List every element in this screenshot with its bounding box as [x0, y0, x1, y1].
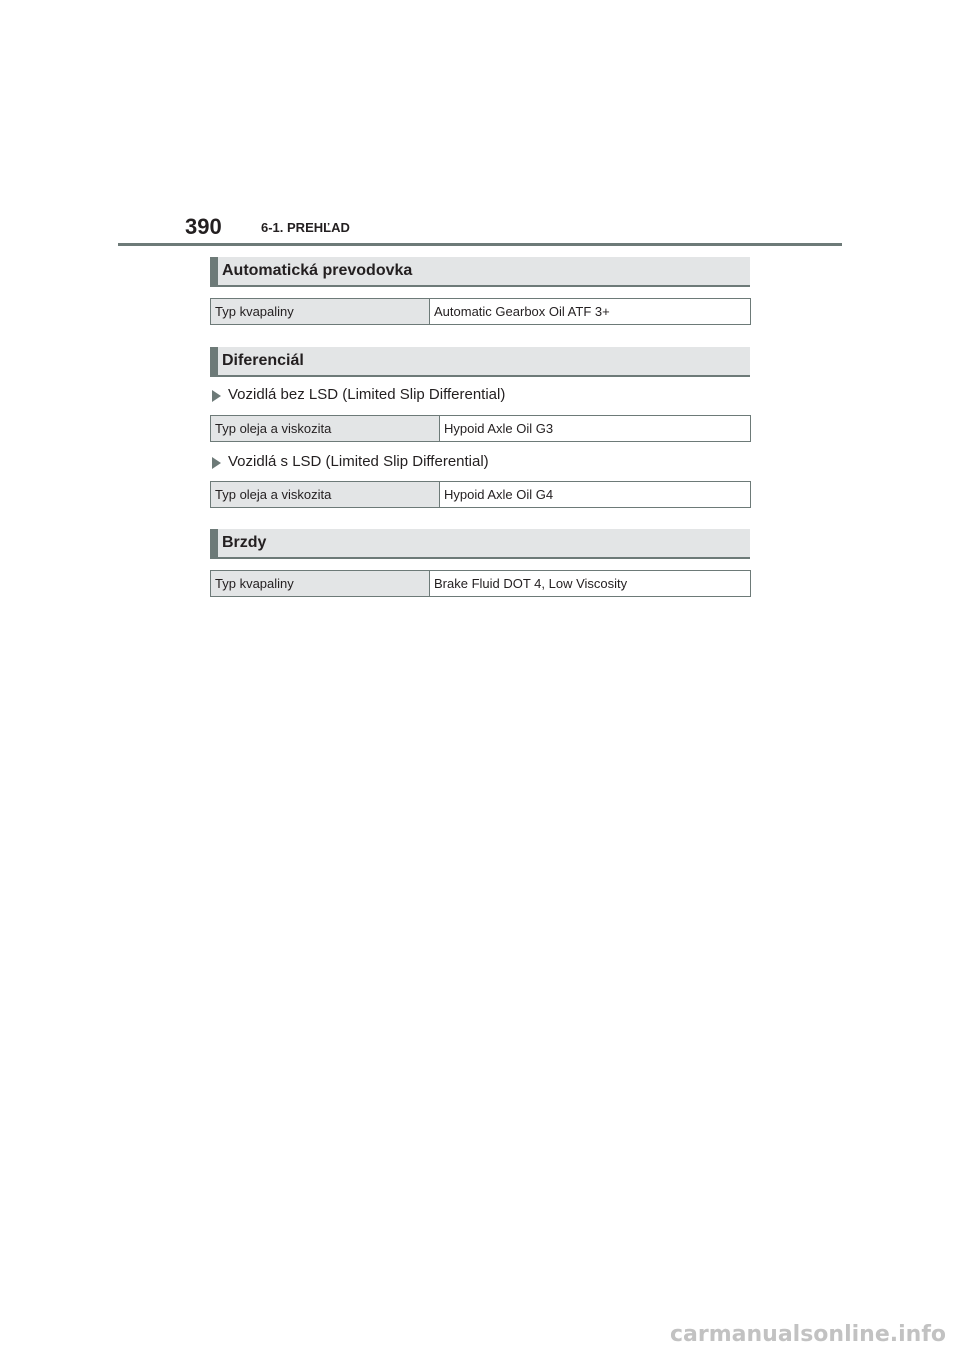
section-heading-gearbox [210, 257, 750, 287]
heading-bar [210, 257, 218, 285]
table-row [211, 482, 751, 508]
spec-table-gearbox [210, 298, 751, 325]
page-content [210, 257, 750, 597]
site-watermark: carmanualsonline.info [670, 1322, 946, 1347]
page-number: 390 [185, 214, 222, 239]
spec-value: Hypoid Axle Oil G4 [440, 482, 751, 508]
table-row [211, 299, 751, 325]
section-title: Automatická prevodovka [222, 262, 413, 279]
bullet-text: Vozidlá bez LSD (Limited Slip Differential) [228, 386, 506, 403]
spec-value: Automatic Gearbox Oil ATF 3+ [430, 299, 751, 325]
heading-bar [210, 347, 218, 375]
spec-table-differential-lsd [210, 481, 751, 508]
heading-bar [210, 529, 218, 557]
section-title: Brzdy [222, 534, 267, 551]
table-row [211, 416, 751, 442]
triangle-bullet-icon [212, 457, 221, 469]
page-header [0, 0, 960, 250]
spec-label: Typ kvapaliny [211, 299, 430, 325]
section-heading-brakes [210, 529, 750, 559]
table-row [211, 571, 751, 597]
section-title: Diferenciál [222, 352, 304, 369]
section-heading-differential [210, 347, 750, 377]
variant-bullet-lsd [210, 452, 750, 474]
spec-value: Hypoid Axle Oil G3 [440, 416, 751, 442]
spec-table-differential-no-lsd [210, 415, 751, 442]
bullet-text: Vozidlá s LSD (Limited Slip Differential) [228, 453, 489, 470]
triangle-bullet-icon [212, 390, 221, 402]
spec-table-brakes [210, 570, 751, 597]
variant-bullet-no-lsd [210, 385, 750, 407]
spec-label: Typ kvapaliny [211, 571, 430, 597]
header-divider [118, 243, 842, 246]
spec-value: Brake Fluid DOT 4, Low Viscosity [430, 571, 751, 597]
spec-label: Typ oleja a viskozita [211, 482, 440, 508]
spec-label: Typ oleja a viskozita [211, 416, 440, 442]
section-reference: 6-1. PREHĽAD [261, 220, 350, 235]
